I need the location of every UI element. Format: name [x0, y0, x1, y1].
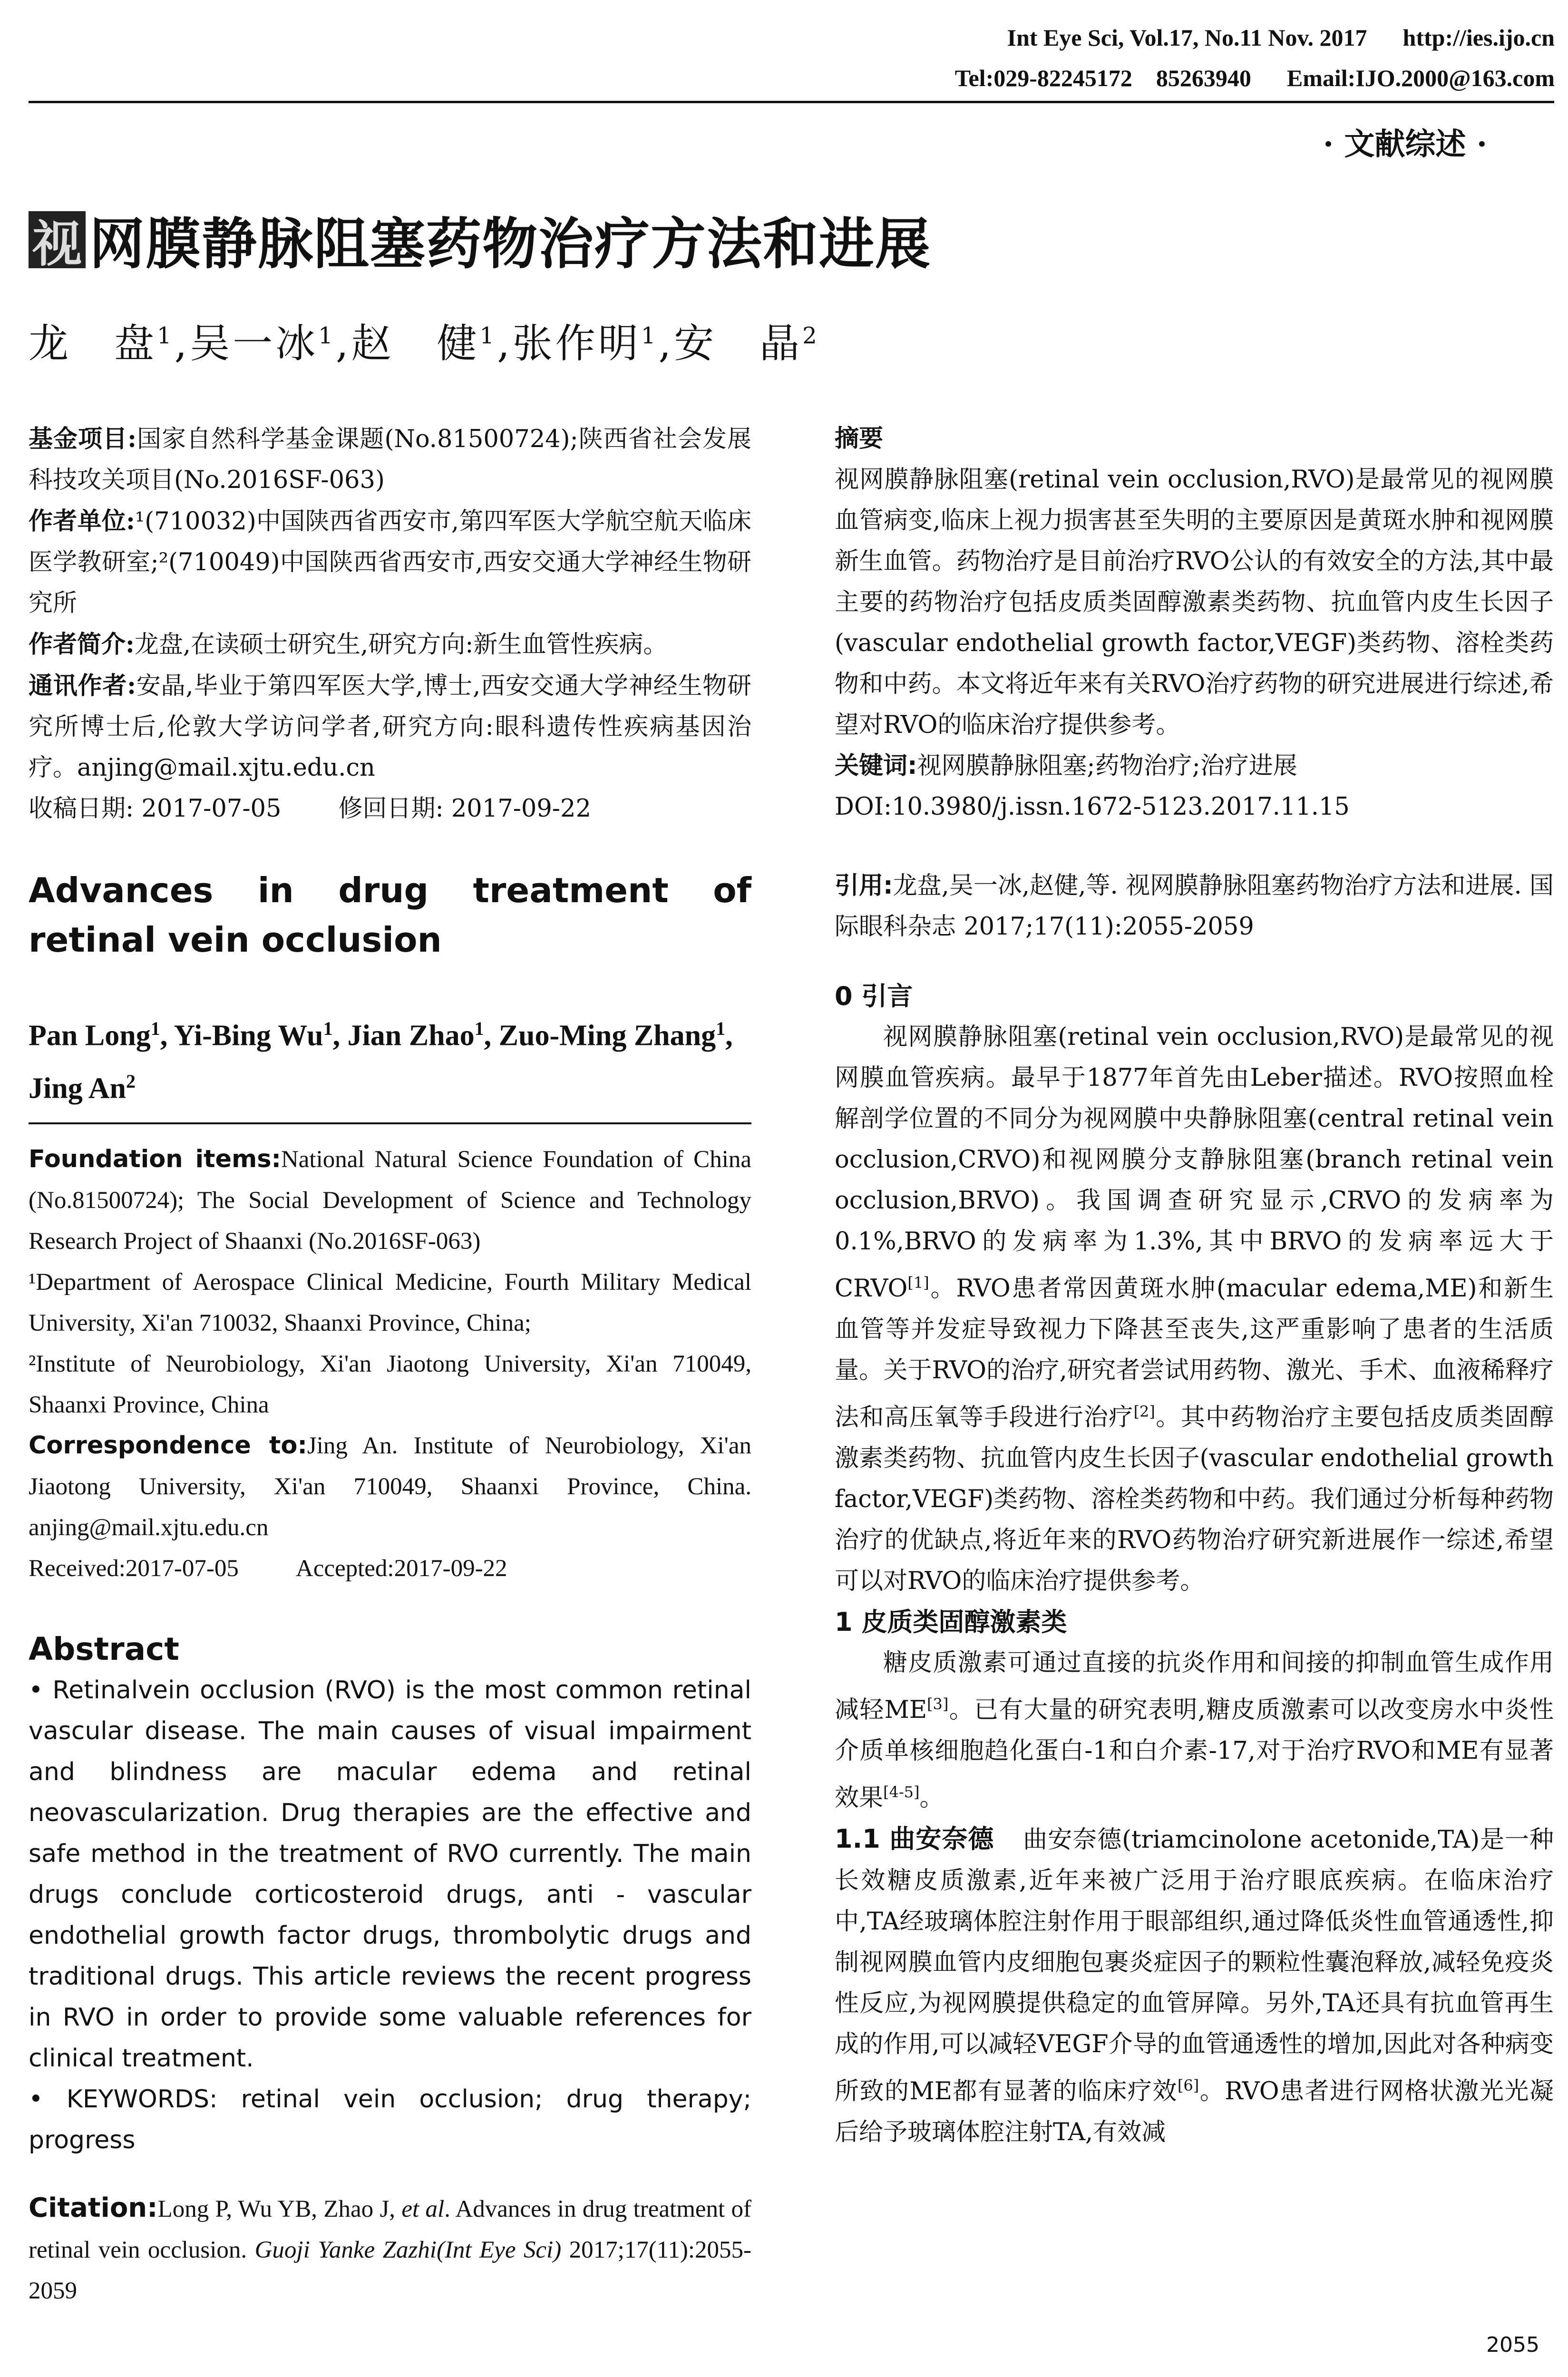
article-title — [29, 200, 931, 279]
p1-text-c: 。 — [919, 1784, 944, 1812]
english-keywords: • KEYWORDS: retinal vein occlusion; drug therapy; progress — [29, 2085, 751, 2154]
citation-ref: [1] — [907, 1274, 929, 1292]
p0-text-c: 。其中药物治疗主要包括皮质类固醇激素类药物、抗血管内皮生长因子(vascular endothelial growth factor,VEGF)类药物、溶栓类药物和中药。我们通过分析每种药物治疗的优缺点,将近年来的RVO药物治疗研究新进展作一综述,希望可以对RVO的临床治疗提供参考。 — [835, 1403, 1554, 1595]
author-affiliation-mark: 1 — [323, 1018, 333, 1039]
english-affiliation-1: ¹Department of Aerospace Clinical Medicine, Fourth Military Medical University, Xi'an 710032, Shaanxi Province, China; — [29, 1269, 751, 1336]
author-affiliation-mark: 1 — [641, 322, 659, 349]
english-correspondence — [29, 1425, 751, 1548]
author-name: Zuo-Ming Zhang — [498, 1019, 716, 1052]
author-name: Jian Zhao — [347, 1019, 475, 1052]
section-tag: · 文献综述 · — [1323, 127, 1487, 162]
section-1-1-paragraph — [835, 1819, 1554, 2153]
author-name: 张作明 — [512, 320, 641, 367]
cn-abstract-text: 视网膜静脉阻塞(retinal vein occlusion,RVO)是最常见的视网膜血管病变,临床上视力损害甚至失明的主要原因是黄斑水肿和视网膜新生血管。药物治疗是目前治疗RVO公认的有效安全的方法,其中最主要的药物治疗包括皮质类固醇激素类药物、抗血管内皮生长因子(vascular endothelial growth factor,VEGF)类药物、溶栓类药物和中药。本文将近年来有关RVO治疗药物的研究进展进行综述,希望对RVO的临床治疗提供参考。 — [835, 466, 1554, 739]
citation-ref: [6] — [1177, 2076, 1199, 2094]
author-name: 赵 健 — [351, 320, 480, 367]
english-abstract-heading: Abstract — [29, 1631, 179, 1667]
citation-label: Citation: — [29, 2192, 158, 2223]
funding-label: 基金项目: — [29, 425, 136, 453]
p1-text-b: 。已有大量的研究表明,糖皮质激素可以改变房水中炎性介质单核细胞趋化蛋白-1和白介素-17,对于治疗RVO和ME有显著效果 — [835, 1696, 1554, 1812]
cn-keywords-text: 视网膜静脉阻塞;药物治疗;治疗进展 — [917, 752, 1297, 780]
english-authors: Pan Long$^1$, Yi-Bing Wu$^1$, Jian Zhao$^1$, Zuo-Ming Zhang$^1$, Jing An$^2$ — [29, 1018, 733, 1105]
corr-text: 安晶,毕业于第四军医大学,博士,西安交通大学神经生物研究所博士后,伦敦大学访问学者,研究方向:眼科遗传性疾病基因治疗。anjing@mail.xjtu.edu.cn — [29, 672, 752, 782]
english-authors-rule — [29, 1122, 751, 1124]
author-affiliation-mark: 1 — [479, 322, 497, 349]
dates — [29, 789, 751, 829]
cn-abstract-heading: 摘要 — [835, 425, 884, 453]
section-1-paragraph — [835, 1643, 1554, 1819]
left-column-meta — [29, 419, 751, 829]
cn-citation — [835, 866, 1554, 947]
citation-ref: [2] — [1133, 1403, 1155, 1421]
citation-ref: [4-5] — [883, 1783, 920, 1801]
citation-etal: et al — [401, 2196, 445, 2222]
cn-keywords-label: 关键词: — [835, 752, 917, 780]
english-accepted: Accepted:2017-09-22 — [295, 1555, 507, 1582]
cn-citation-label: 引用: — [835, 872, 893, 900]
author-name: Yi-Bing Wu — [174, 1019, 323, 1052]
author-name: 安 晶 — [674, 320, 803, 367]
cn-keywords — [835, 746, 1554, 787]
citation-part-a: Long P, Wu YB, Zhao J, — [157, 2196, 396, 2222]
received-date: 收稿日期: 2017-07-05 — [29, 795, 282, 823]
section-0-heading: 0 引言 — [835, 981, 913, 1011]
english-funding-text: National Natural Science Foundation of China (No.81500724); The Social Development of Science and Technology Research Project of Shaanxi (No.2016SF-063) — [29, 1146, 752, 1255]
section-1-1-heading: 1.1 曲安奈德 — [835, 1824, 994, 1854]
english-title: Advances in drug treatment of retinal vein occlusion — [29, 870, 751, 960]
bio-label: 作者简介: — [29, 630, 135, 659]
section-1-heading: 1 皮质类固醇激素类 — [835, 1607, 1067, 1637]
english-meta-block — [29, 1139, 751, 1589]
p0-text-a: 视网膜静脉阻塞(retinal vein occlusion,RVO)是最常见的视网膜血管疾病。最早于1877年首先由Leber描述。RVO按照血栓解剖学位置的不同分为视网膜中央静脉阻塞(central retinal vein occlusion,CRVO)和视网膜分支静脉阻塞(branch retinal vein occlusion,BRVO)。我国调查研究显示,CRVO的发病率为0.1%,BRVO的发病率为1.3%,其中BRVO的发病率远大于CRVO — [835, 1023, 1554, 1303]
author-affiliation-mark: 1 — [157, 322, 175, 349]
english-funding — [29, 1139, 751, 1262]
p11-text-b: 。RVO患者进行网格状激光光凝后给予玻璃体腔注射TA,有效减 — [835, 2077, 1554, 2146]
right-column — [835, 419, 1554, 2153]
author-affiliation-mark: 1 — [150, 1018, 160, 1039]
english-dates — [29, 1548, 751, 1589]
author-affiliation-mark: 1 — [318, 322, 336, 349]
section-0-paragraph — [835, 1017, 1554, 1602]
page-number: 2055 — [1486, 2333, 1539, 2357]
authors-cn: 龙 盘$^1$,吴一冰$^1$,赵 健$^1$,张作明$^1$,安 晶$^2$ — [29, 320, 820, 367]
author-name: Pan Long — [29, 1019, 151, 1052]
cn-citation-text: 龙盘,吴一冰,赵健,等. 视网膜静脉阻塞药物治疗方法和进展. 国际眼科杂志 2017;17(11):2055-2059 — [835, 872, 1554, 941]
english-citation — [29, 2188, 751, 2311]
journal-header-line2: Tel:029-82245172 85263940 Email:IJO.2000@163.com — [954, 65, 1555, 91]
p11-text-a: 曲安奈德(triamcinolone acetonide,TA)是一种长效糖皮质激素,近年来被广泛用于治疗眼底疾病。在临床治疗中,TA经玻璃体腔注射作用于眼部组织,通过降低炎性血管通透性,抑制视网膜血管内皮细胞包裹炎症因子的颗粒性囊泡释放,减轻免疫炎性反应,为视网膜提供稳定的血管屏障。另外,TA还具有抗血管再生成的作用,可以减轻VEGF介导的血管通透性的增加,因此对各种病变所致的ME都有显著的临床疗效 — [835, 1826, 1554, 2105]
author-affiliation-mark: 2 — [126, 1070, 136, 1092]
p1-text-a: 糖皮质激素可通过直接的抗炎作用和间接的抑制血管生成作用减轻ME — [835, 1649, 1554, 1724]
citation-ref: [3] — [927, 1695, 949, 1713]
author-affiliation-mark: 1 — [716, 1018, 726, 1039]
english-title-block — [29, 866, 751, 964]
english-abstract-body: • Retinalvein occlusion (RVO) is the most common retinal vascular disease. The main causes of visual impairment and blindness are macular edema and retinal neovascularization. Drug therapies are the effective and safe method in the treatment of RVO currently. The main drugs conclude corticosteroid drugs, anti - vascular endothelial growth factor drugs, thrombolytic drugs and traditional drugs. This article reviews the recent progress in RVO in order to provide some valuable references for clinical treatment. — [29, 1676, 751, 2073]
citation-part-c: 2017;17(11):2055-2059 — [29, 2237, 752, 2304]
header-rule — [29, 101, 1554, 103]
funding-text: 国家自然科学基金课题(No.81500724);陕西省社会发展科技攻关项目(No.2016SF-063) — [29, 425, 751, 494]
journal-header-line1: Int Eye Sci, Vol.17, No.11 Nov. 2017 http://ies.ijo.cn — [1007, 24, 1555, 51]
revised-date: 修回日期: 2017-09-22 — [338, 795, 591, 823]
author-affiliation-mark: 2 — [802, 322, 820, 349]
citation-part-b: . Advances in drug treatment of retinal vein occlusion. — [29, 2196, 751, 2263]
bio-text: 龙盘,在读硕士研究生,研究方向:新生血管性疾病。 — [134, 631, 668, 659]
author-affiliation-mark: 1 — [474, 1018, 484, 1039]
english-corr-text: Jing An. Institute of Neurobiology, Xi'an Jiaotong University, Xi'an 710049, Shaanxi Province, China. anjing@mail.xjtu.edu.cn — [29, 1432, 752, 1541]
author-bio — [29, 624, 751, 665]
p0-text-b: 。RVO患者常因黄斑水肿(macular edema,ME)和新生血管等并发症导致视力下降甚至丧失,这严重影响了患者的生活质量。关于RVO的治疗,研究者尝试用药物、激光、手术、血液稀释疗法和高压氧等手段进行治疗 — [835, 1275, 1554, 1432]
english-affiliation-2: ²Institute of Neurobiology, Xi'an Jiaotong University, Xi'an 710049, Shaanxi Province, China — [29, 1351, 751, 1418]
affiliation — [29, 501, 751, 624]
english-corr-label: Correspondence to: — [29, 1432, 307, 1460]
author-name: 吴一冰 — [190, 320, 319, 367]
english-funding-label: Foundation items: — [29, 1145, 281, 1173]
citation-journal: Guoji Yanke Zazhi(Int Eye Sci) — [254, 2237, 562, 2263]
correspondence — [29, 665, 751, 789]
corr-label: 通讯作者: — [29, 672, 136, 700]
affiliation-label: 作者单位: — [29, 507, 135, 536]
doi: DOI:10.3980/j.issn.1672-5123.2017.11.15 — [835, 793, 1350, 821]
title-text: 网膜静脉阻塞药物治疗方法和进展 — [89, 212, 931, 276]
author-name: Jing An — [29, 1072, 127, 1105]
english-received: Received:2017-07-05 — [29, 1555, 239, 1582]
title-badge: 视 — [29, 211, 86, 268]
affiliation-text: ¹(710032)中国陕西省西安市,第四军医大学航空航天临床医学教研室;²(710049)中国陕西省西安市,西安交通大学神经生物研究所 — [29, 507, 752, 617]
citation-paragraph — [29, 2188, 751, 2311]
funding — [29, 419, 751, 501]
author-name: 龙 盘 — [29, 320, 157, 367]
english-authors-block — [29, 1006, 751, 1111]
english-abstract-block — [29, 1629, 751, 2161]
